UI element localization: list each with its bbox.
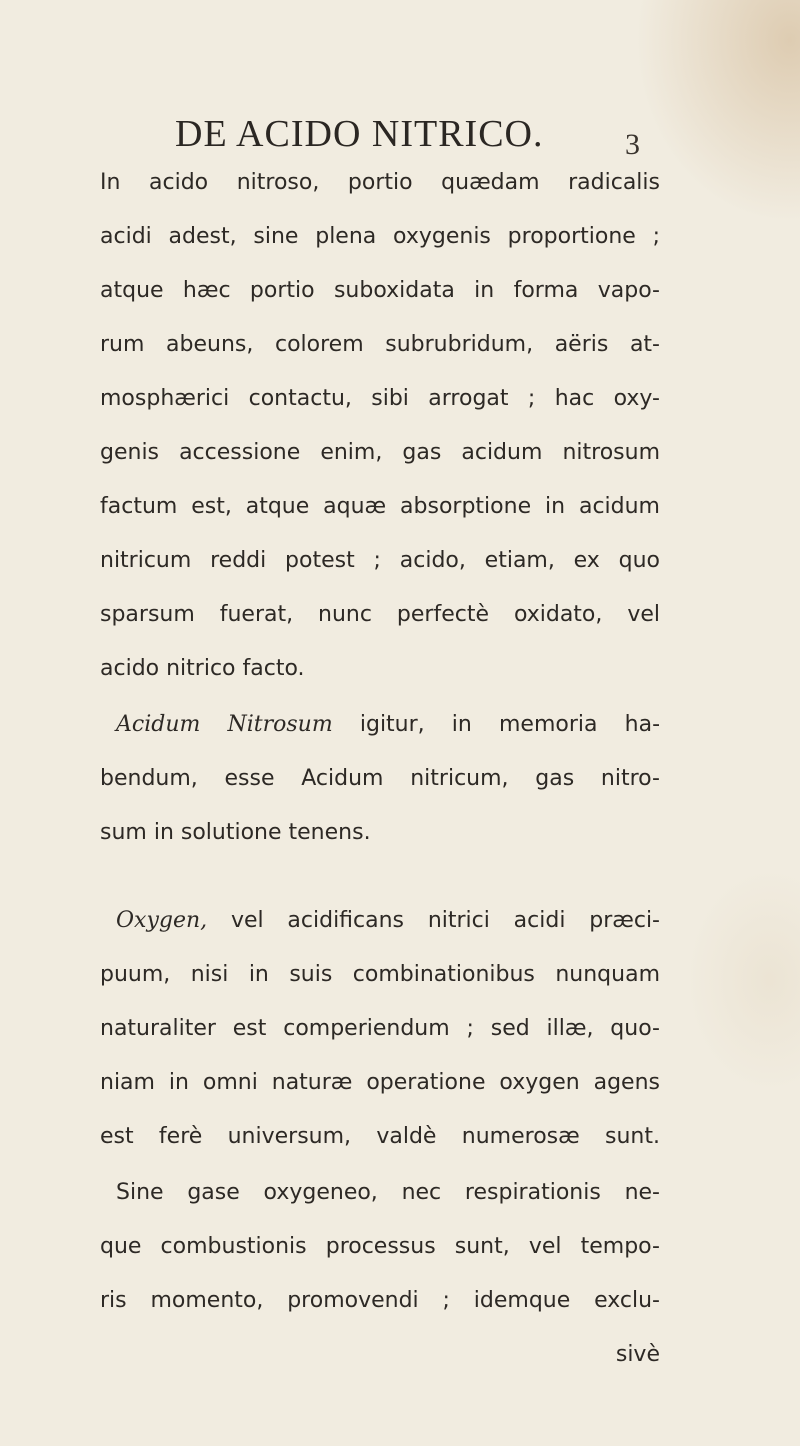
paragraph-first-line [100,712,660,760]
text-line: atque hæc portio suboxidata in forma vapo- [100,278,660,303]
text-line: que combustionis processus sunt, vel tempo- [100,1234,660,1259]
text-run: igitur, in memoria ha- [332,712,661,737]
text-line: bendum, esse Acidum nitricum, gas nitro- [100,766,660,791]
page-number: 3 [625,128,640,161]
italic-term: Acidum Nitrosum [116,712,333,737]
text-run: vel acidificans nitrici acidi præci- [207,908,660,933]
text-line: sum in solutione tenens. [100,820,371,845]
text-line: sparsum fuerat, nunc perfectè oxidato, vel [100,602,660,627]
text-line: acidi adest, sine plena oxygenis proportione ; [100,224,660,249]
text-line: nitricum reddi potest ; acido, etiam, ex quo [100,548,660,573]
text-line: In acido nitroso, portio quædam radicalis [100,170,660,195]
text-line: rum abeuns, colorem subrubridum, aëris at- [100,332,660,357]
running-head [0,112,800,160]
text-line: factum est, atque aquæ absorptione in acidum [100,494,660,519]
text-line: naturaliter est comperiendum ; sed illæ, quo- [100,1016,660,1041]
text-line: genis accessione enim, gas acidum nitrosum [100,440,660,465]
text-line: acido nitrico facto. [100,656,305,681]
text-line: est ferè universum, valdè numerosæ sunt. [100,1124,660,1149]
running-title: DE ACIDO NITRICO. [175,113,544,155]
text-line: niam in omni naturæ operatione oxygen agens [100,1070,660,1095]
text-line: Sine gase oxygeneo, nec respirationis ne- [116,1180,660,1205]
text-line: puum, nisi in suis combinationibus nunquam [100,962,660,987]
text-line: mosphærici contactu, sibi arrogat ; hac oxy- [100,386,660,411]
text-line: ris momento, promovendi ; idemque exclu- [100,1288,660,1313]
catchword: sivè [615,1342,660,1367]
italic-term: Oxygen, [116,908,208,933]
paragraph-first-line [100,908,660,956]
